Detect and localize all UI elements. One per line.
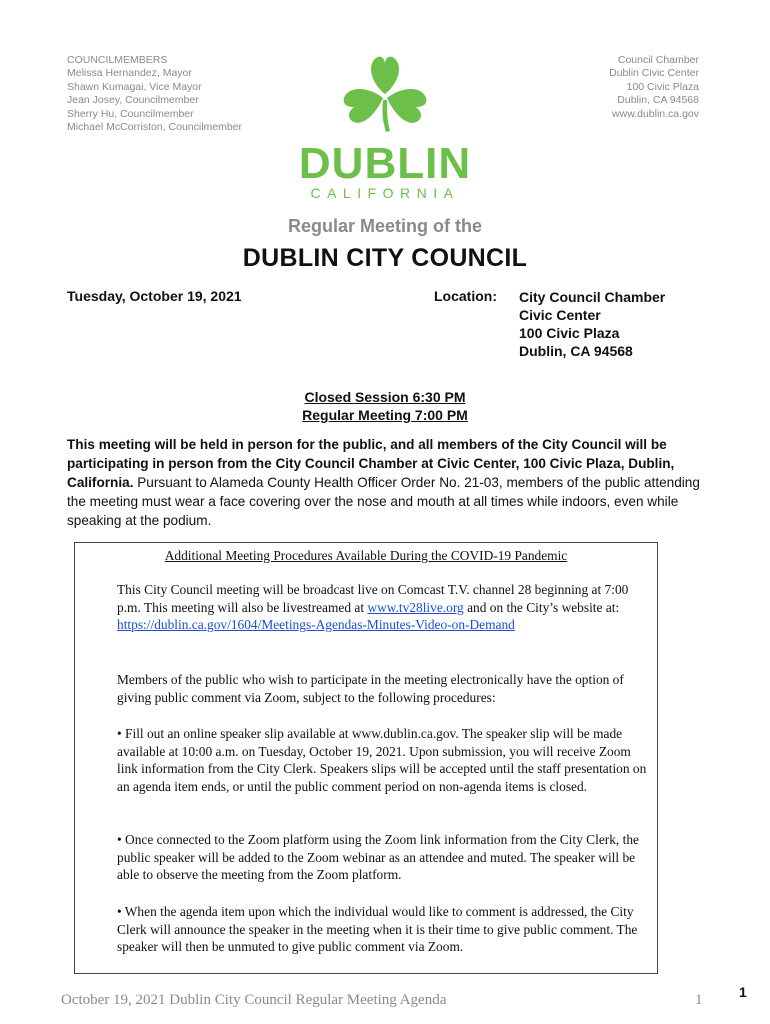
broadcast-paragraph (117, 581, 647, 634)
public-comment-bullet: • When the agenda item upon which the individual would like to comment is addressed, the City Clerk will announce the speaker in the meeting when it is their time to give public comment. The speaker will then be unmuted to give public comment via Zoom. (117, 904, 638, 955)
broadcast-text: This City Council meeting will be broadcast live on Comcast T.V. channel 28 beginning at 7:00 p.m. This meeting will also be livestreamed at (117, 582, 629, 615)
location-line: 100 Civic Plaza (519, 325, 620, 341)
speaker-slip-bullet: • Fill out an online speaker slip available at www.dublin.ca.gov. The speaker slip will be made available at 10:00 a.m. on Tuesday, October 19, 2021. Upon submission, you will receive Zoom link information from the City Clerk. Speakers slips will be accepted until the staff presentation on an agenda item ends, or until the public comment period on non-agenda items is closed. (117, 726, 647, 794)
session-times (0, 388, 770, 424)
location-line: City Council Chamber (519, 289, 666, 305)
dublin-logo (296, 52, 474, 202)
meeting-subtitle: Regular Meeting of the (287, 216, 482, 236)
intro-text: Pursuant to Alameda County Health Officer Order No. 21-03, members of the public attending the meeting must wear a face covering over the nose and mouth at all times while indoors, even while speaking at the podium. (67, 475, 700, 528)
chamber-city: Dublin, CA 94568 (617, 94, 699, 107)
location-address (519, 288, 665, 360)
chamber-address (609, 54, 699, 121)
chamber-building: Dublin Civic Center (609, 67, 699, 80)
tv28-link[interactable]: www.tv28live.org (367, 599, 464, 615)
member-councilmember: Sherry Hu, Councilmember (67, 107, 194, 120)
shamrock-icon (296, 52, 474, 202)
page-number: 1 (739, 984, 747, 1000)
zoom-connect-bullet: • Once connected to the Zoom platform using the Zoom link information from the City Clerk, the public speaker will be added to the Zoom webinar as an attendee and muted. The speaker will be able to observe the meeting from the Zoom platform. (117, 832, 639, 883)
location-label: Location: (434, 288, 497, 304)
procedures-title: Additional Meeting Procedures Available During the COVID-19 Pandemic (164, 548, 568, 563)
closed-session-time: Closed Session 6:30 PM (304, 389, 466, 405)
member-councilmember: Michael McCorriston, Councilmember (67, 121, 243, 134)
intro-bold-text: This meeting will be held in person for the public, and all members of the City Council will be participating in person from the City Council Chamber at Civic Center, 100 Civic Plaza, Dublin, California. (67, 437, 675, 490)
location-line: Civic Center (519, 307, 601, 323)
covid-procedures-box (74, 542, 658, 974)
footer-page-number: 1 (695, 992, 703, 1008)
councilmembers-list (67, 54, 242, 134)
meeting-date: Tuesday, October 19, 2021 (67, 288, 242, 304)
page-title: DUBLIN CITY COUNCIL (242, 244, 528, 272)
chamber-street: 100 Civic Plaza (626, 80, 699, 93)
regular-meeting-time: Regular Meeting 7:00 PM (302, 407, 468, 423)
member-councilmember: Jean Josey, Councilmember (67, 94, 199, 107)
logo-state: CALIFORNIA (310, 185, 460, 201)
footer-text: October 19, 2021 Dublin City Council Regular Meeting Agenda (61, 992, 447, 1008)
member-vice-mayor: Shawn Kumagai, Vice Mayor (67, 80, 202, 93)
video-on-demand-link[interactable]: https://dublin.ca.gov/1604/Meetings-Agendas-Minutes-Video-on-Demand (117, 617, 515, 633)
member-mayor: Melissa Hernandez, Mayor (67, 67, 192, 80)
chamber-website[interactable]: www.dublin.ca.gov (612, 107, 699, 120)
location-line: Dublin, CA 94568 (519, 343, 633, 359)
intro-paragraph (67, 435, 713, 530)
logo-wordmark: DUBLIN (298, 139, 472, 188)
chamber-name: Council Chamber (617, 54, 699, 66)
zoom-intro-paragraph: Members of the public who wish to participate in the meeting electronically have the option of giving public comment via Zoom, subject to the following procedures: (117, 672, 624, 705)
broadcast-text-2: and on the City’s website at: (463, 599, 620, 615)
members-heading: COUNCILMEMBERS (67, 54, 168, 66)
